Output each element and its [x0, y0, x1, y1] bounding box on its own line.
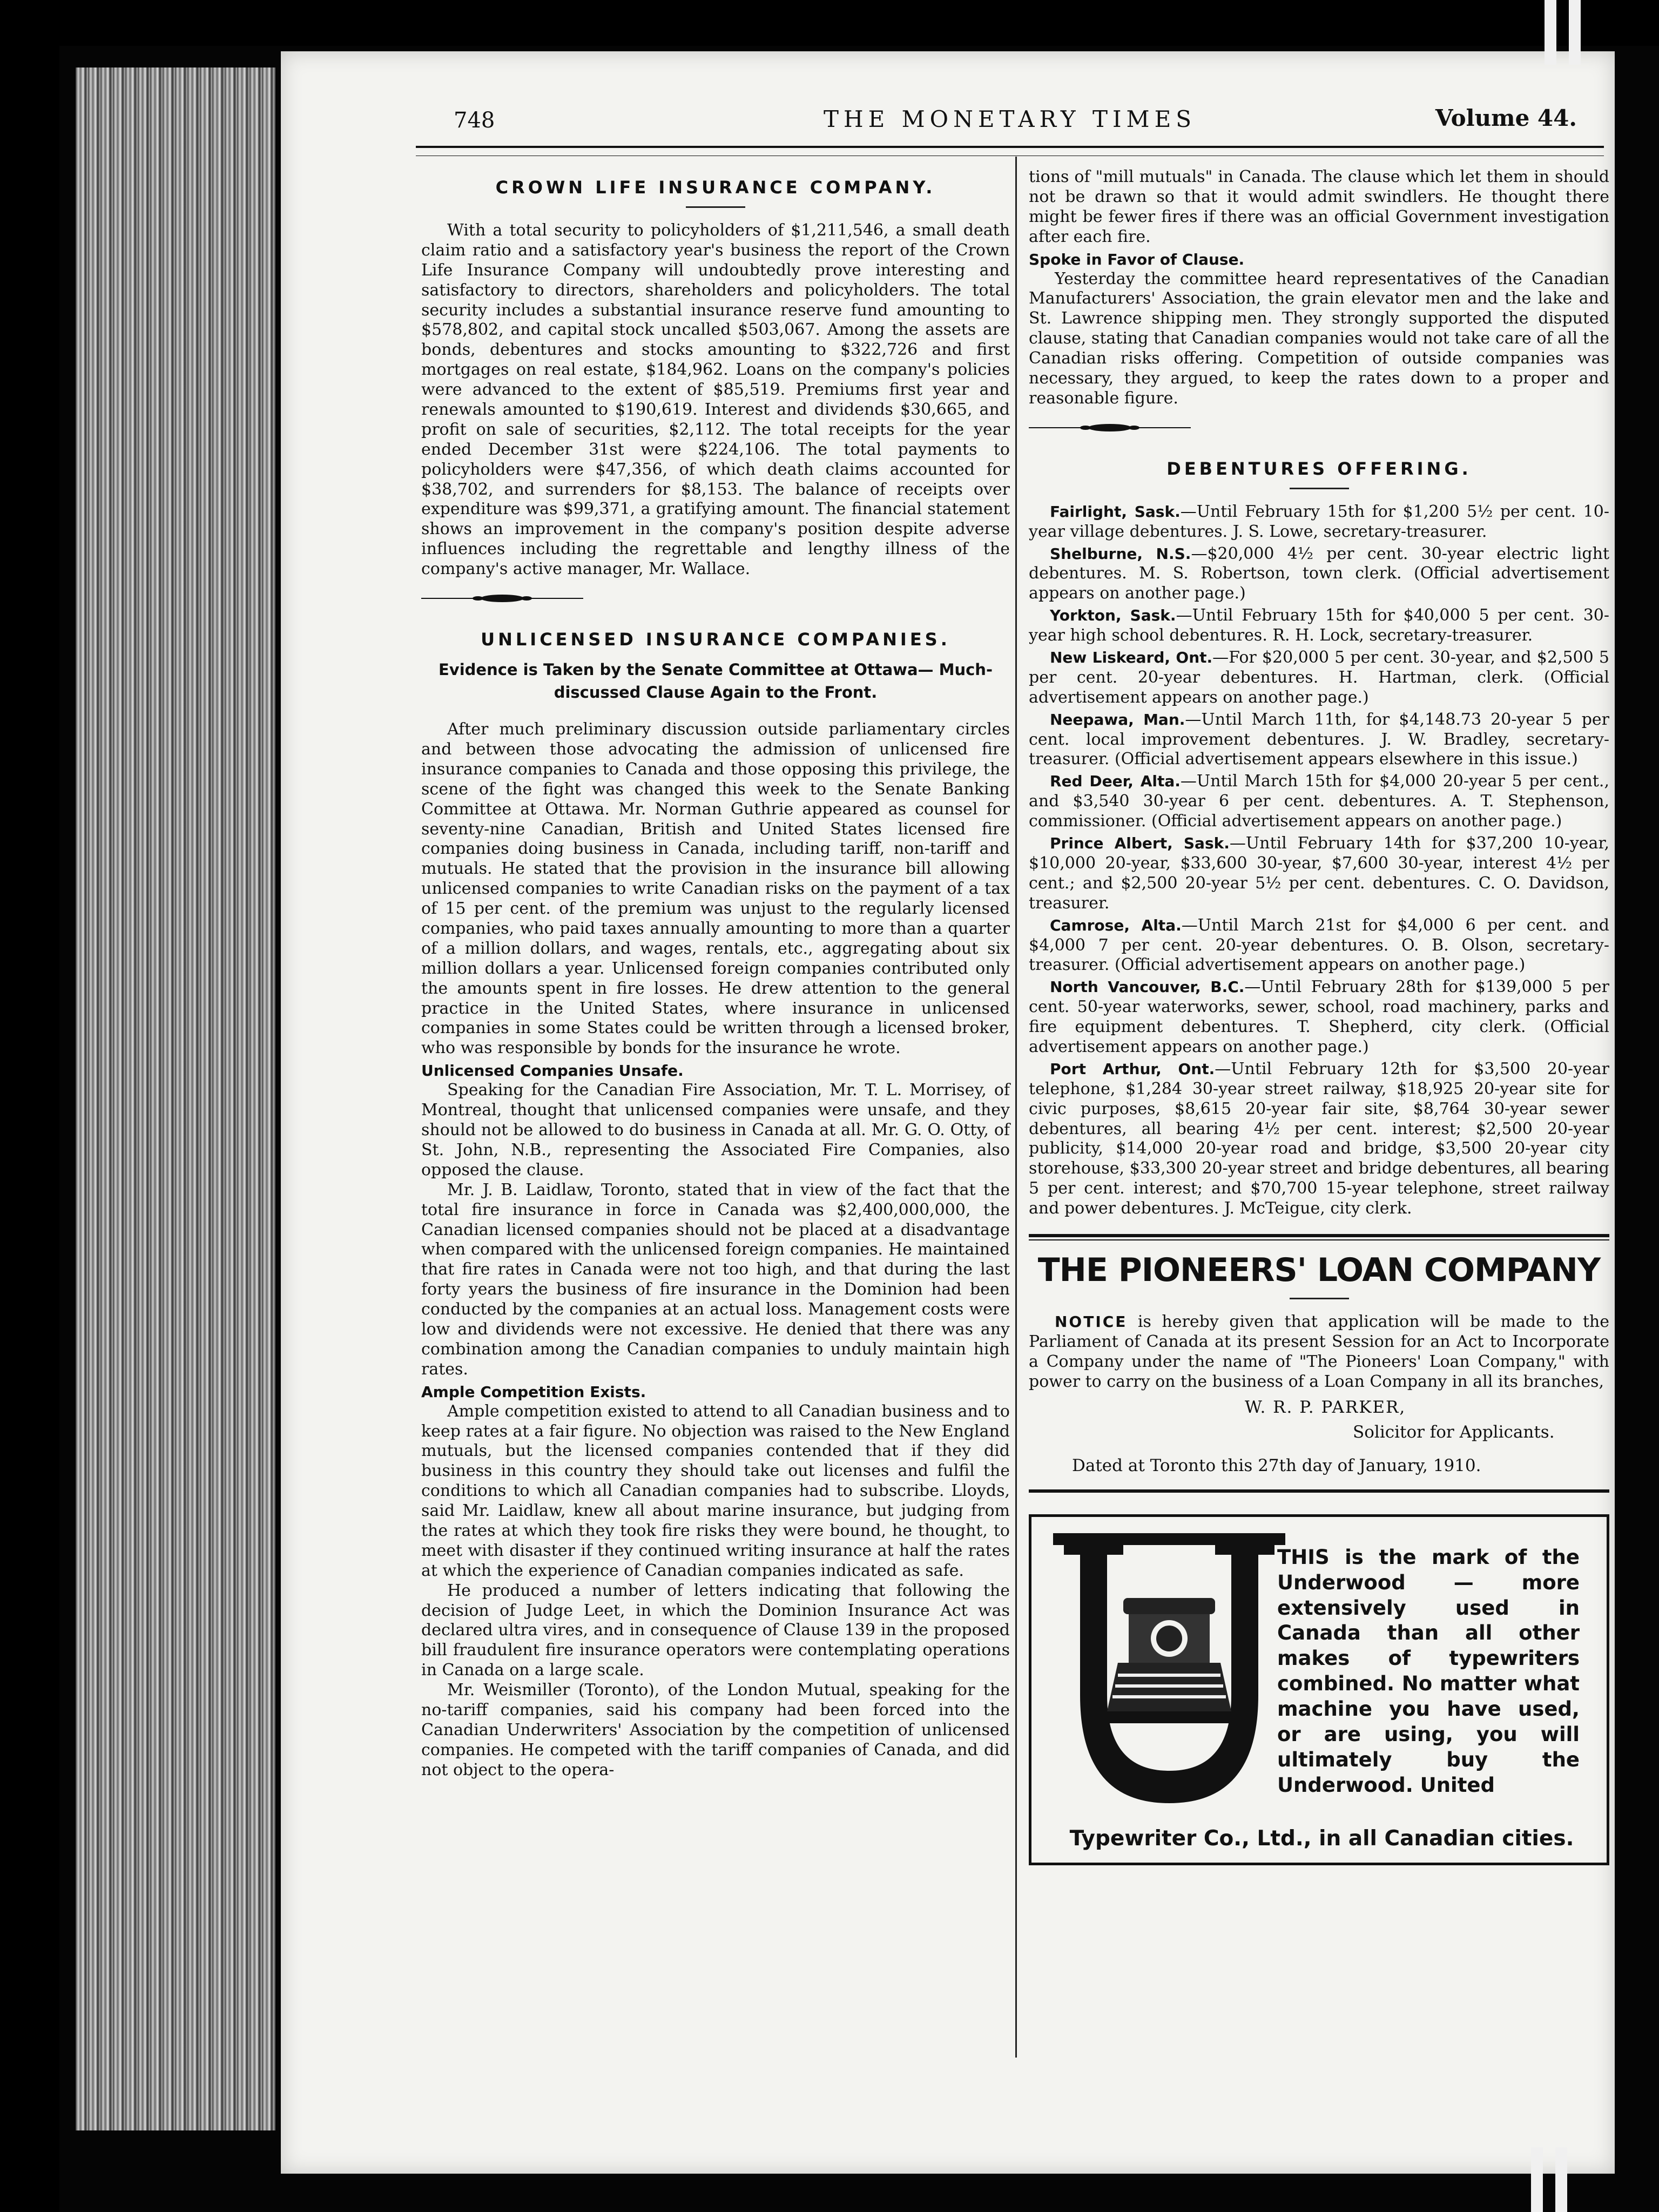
scan-left-margin: [0, 0, 59, 2212]
debenture-place: New Liskeard, Ont.: [1050, 649, 1213, 667]
heavy-rule: [1029, 1234, 1609, 1237]
signer-role: Solicitor for Applicants.: [1353, 1422, 1555, 1442]
debenture-text: —Until February 28th for $139,000 5 per cent. 50-year waterworks, sewer, school, road machinery, parks and fire equipment debentures. T. Shepherd, city clerk. (Official advertisement appears on another page.): [1029, 977, 1610, 1056]
article-continuation: tions of "mill mutuals" in Canada. The clause which let them in should not be drawn so that it would admit swindlers. He thought there might be fewer fires if there was an official Government investigation after each fire.: [1029, 167, 1609, 246]
volume-label: Volume 44.: [1435, 105, 1577, 131]
subheading: Ample Competition Exists.: [421, 1382, 646, 1401]
underwood-ad-footer: Typewriter Co., Ltd., in all Canadian cities.: [1069, 1826, 1574, 1851]
column-rule: [1015, 157, 1017, 2058]
debenture-list: [1029, 502, 1609, 1219]
notice-text: is hereby given that application will be made to the Parliament of Canada at its present Session for an Act to Incorporate a Company under the name of "The Pioneers' Loan Company," with power to carry on the business of a Loan Company in all its branches,: [1029, 1312, 1609, 1391]
debenture-item: [1029, 606, 1609, 646]
debenture-place: Fairlight, Sask.: [1050, 502, 1181, 521]
signer-name: W. R. P. PARKER,: [1245, 1397, 1406, 1417]
article-paragraph: Mr. J. B. Laidlaw, Toronto, stated that in view of the fact that the total fire insurance in force in Canada was $2,400,000,000, the Canadian licensed companies should not be placed at a disadvantage when compared with the unlicensed foreign companies. He maintained that fire rates in Canada were not too high, and that during the last forty years the business of fire insurance in the Dominion had been conducted by the companies at an actual loss. Management costs were low and dividends were not excessive. He denied that there was any combination among the Canadian companies to unduly maintain high rates.: [421, 1180, 1010, 1379]
pioneers-notice: [1029, 1312, 1609, 1392]
debenture-item: [1029, 648, 1609, 708]
debenture-text: —Until February 15th for $1,200 5½ per cent. 10-year village debentures. J. S. Lowe, secretary-treasurer.: [1029, 502, 1609, 541]
scan-corner-mark: [1555, 2147, 1567, 2212]
crown-life-body: With a total security to policyholders of $1,211,546, a small death claim ratio and a satisfactory year's business the report of the Crown Life Insurance Company will undoubtedly prove interesting and satisfactory to directors, shareholders and policyholders. The total security includes a substantial insurance reserve fund amounting to $578,802, and capital stock uncalled $503,067. Among the assets are bonds, debentures and stocks amounting to $322,726 and first mortgages on real estate, $184,962. Loans on the company's policies were advanced to the extent of $85,519. Premiums first year and renewals amounted to $190,619. Interest and dividends $30,665, and profit on sale of securities, $2,112. The total receipts for the year ended December 31st were $224,106. The total payments to policyholders were $47,356, of which death claims accounted for $38,702, and surrenders for $8,153. The balance of receipts over expenditure was $99,371, a gratifying amount. The financial statement shows an improvement in the company's position despite adverse influences including the regrettable and lengthy illness of the company's active manager, Mr. Wallace.: [421, 221, 1010, 579]
short-rule: [1290, 1298, 1349, 1299]
scan-corner-mark: [1545, 0, 1556, 65]
scan-top-margin: [0, 0, 1659, 46]
debenture-item: [1029, 772, 1609, 832]
debenture-item: [1029, 710, 1609, 770]
debenture-place: Prince Albert, Sask.: [1050, 834, 1230, 853]
page-number: 748: [454, 108, 495, 133]
underwood-ad-copy: THIS is the mark of the Underwood — more extensively used in Canada than all other makes of typewriters combined. No matter what machine you have used, or are using, you will ultimately buy the Underwood. United: [1277, 1545, 1580, 1797]
debenture-place: Yorkton, Sask.: [1050, 606, 1176, 625]
header-rule: [416, 146, 1604, 156]
article-paragraph: Mr. Weismiller (Toronto), of the London Mutual, speaking for the no-tariff companies, said his company had been forced into the Canadian Underwriters' Association by the competition of unlicensed companies. He competed with the tariff companies of Canada, and did not object to the opera-: [421, 1681, 1010, 1779]
debenture-item: [1029, 977, 1609, 1057]
scan-corner-mark: [1569, 0, 1581, 65]
debenture-item: [1029, 834, 1609, 914]
subheading: Unlicensed Companies Unsafe.: [421, 1062, 684, 1080]
debenture-item: [1029, 544, 1609, 604]
pioneers-ad-title: THE PIONEERS' LOAN COMPANY: [1037, 1251, 1601, 1289]
journal-title: THE MONETARY TIMES: [824, 106, 1196, 132]
debenture-text: —For $20,000 5 per cent. 30-year, and $2,500 5 per cent. 20-year debentures. H. Hartman, clerk. (Official advertisement appears on another page.): [1029, 648, 1609, 707]
heavy-rule: [1029, 1489, 1609, 1493]
article-paragraph: He produced a number of letters indicating that following the decision of Judge Leet, in which the Dominion Insurance Act was declared ultra vires, and in consequence of Clause 139 in the proposed bill fraudulent fire insurance operators were contemplating operations in Canada on a large scale.: [421, 1581, 1010, 1680]
short-rule: [686, 206, 745, 208]
subheading: Spoke in Favor of Clause.: [1029, 250, 1245, 268]
article-paragraph: Speaking for the Canadian Fire Association, Mr. T. L. Morrisey, of Montreal, thought that unlicensed companies were unsafe, and they should not be allowed to do business in Canada at all. Mr. G. O. Otty, of St. John, N.B., representing the Associated Fire Companies, also opposed the clause.: [421, 1081, 1010, 1179]
debenture-item: [1029, 1060, 1609, 1219]
debenture-place: Neepawa, Man.: [1050, 710, 1185, 729]
article-paragraph: Ample competition existed to attend to all Canadian business and to keep rates at a fair figure. No objection was raised to the New England mutuals, but the licensed companies contended that if they did business in this country they should take out licenses and fulfil the conditions to which all Canadian companies had to subscribe. Lloyds, said Mr. Laidlaw, knew all about marine insurance, but judging from the rates at which they took fire risks they were bound, he thought, to meet with disaster if they continued writing insurance at half the rates at which the experience of Canadian companies indicated as safe.: [421, 1401, 1010, 1580]
debenture-text: —Until February 14th for $37,200 10-year, $10,000 20-year, $33,600 30-year, $7,600 30-year, interest 4½ per cent.; and $2,500 20-year 5½ per cent. debentures. C. O. Davidson, treasurer.: [1029, 834, 1609, 913]
debenture-place: Camrose, Alta.: [1050, 916, 1182, 934]
debenture-place: Port Arthur, Ont.: [1050, 1060, 1215, 1078]
underwood-typewriter-logo-icon: [1042, 1533, 1296, 1825]
debenture-item: [1029, 916, 1609, 976]
thin-rule: [1029, 1239, 1609, 1240]
article-paragraph: Yesterday the committee heard representatives of the Canadian Manufacturers' Association, the grain elevator men and the lake and St. Lawrence shipping men. They strongly supported the disputed clause, stating that Canadian companies would not take care of all the Canadian risks offering. Competition of outside companies was necessary, they argued, to keep the rates down to a proper and reasonable figure.: [1029, 269, 1609, 408]
unlicensed-deck: Evidence is Taken by the Senate Committee at Ottawa— Much-discussed Clause Again to the Front.: [439, 660, 993, 702]
article-paragraph: After much preliminary discussion outside parliamentary circles and between those advocating the admission of unlicensed fire insurance companies to Canada and those opposing this privilege, the scene of the fight was changed this week to the Senate Banking Committee at Ottawa. Mr. Norman Guthrie appeared as counsel for seventy-nine Canadian, British and United States licensed fire companies doing business in Canada, including tariff, non-tariff and mutuals. He stated that the provision in the insurance bill allowing unlicensed companies to write Canadian risks on the payment of a tax of 15 per cent. of the premium was unjust to the regularly licensed companies, who paid taxes annually amounting to more than a quarter of a million dollars, and wages, rentals, etc., aggregating about six million dollars a year. Unlicensed foreign companies contributed only the amounts spent in fire losses. He drew attention to the general practice in the United States, where insurance in unlicensed companies in some States could be written through a licensed broker, who was responsible by bonds for the insurance he wrote.: [421, 720, 1010, 1058]
short-rule: [1290, 488, 1349, 489]
ornament-divider: [421, 590, 583, 606]
unlicensed-headline: UNLICENSED INSURANCE COMPANIES.: [481, 629, 950, 650]
debenture-text: —$20,000 4½ per cent. 30-year electric light debentures. M. S. Robertson, town clerk. (Official advertisement appears on another page.): [1029, 544, 1609, 603]
debenture-place: North Vancouver, B.C.: [1050, 978, 1245, 996]
running-head: [421, 103, 1599, 140]
book-page-edges: [76, 68, 275, 2130]
dated-line: Dated at Toronto this 27th day of January, 1910.: [1072, 1455, 1481, 1475]
debenture-text: —Until March 11th, for $4,148.73 20-year 5 per cent. local improvement debentures. J. W. Bradley, secretary-treasurer. (Official advertisement appears elsewhere in this issue.): [1029, 710, 1609, 769]
debenture-text: —Until February 15th for $40,000 5 per cent. 30-year high school debentures. R. H. Lock, secretary-treasurer.: [1029, 606, 1610, 645]
debentures-headline: DEBENTURES OFFERING.: [1166, 458, 1472, 479]
debenture-item: [1029, 502, 1609, 542]
debenture-place: Shelburne, N.S.: [1050, 544, 1191, 563]
left-column: [421, 167, 1010, 1781]
debenture-text: —Until March 15th for $4,000 20-year 5 per cent., and $3,540 30-year 6 per cent. debentures. A. T. Stephenson, commissioner. (Official advertisement appears on another page.): [1029, 772, 1609, 831]
scan-corner-mark: [1531, 2147, 1543, 2212]
debenture-text: —Until February 12th for $3,500 20-year telephone, $1,284 30-year street railway, $18,925 20-year site for civic purposes, $8,615 20-year fair site, $8,764 30-year sewer debentures, all bearing 4½ per cent. interest; $2,500 20-year publicity, $14,000 20-year road and bridge, $3,500 20-year city storehouse, $33,300 20-year street and bridge debentures, all bearing 5 per cent. interest; and $70,700 15-year telephone, street railway and power debentures. J. McTeigue, city clerk.: [1029, 1059, 1609, 1218]
underwood-advertisement: [1029, 1514, 1609, 1865]
notice-label: NOTICE: [1055, 1312, 1128, 1331]
crown-life-headline: CROWN LIFE INSURANCE COMPANY.: [495, 177, 936, 198]
right-column: [1029, 167, 1609, 1865]
debenture-text: —Until March 21st for $4,000 6 per cent. and $4,000 7 per cent. 20-year debentures. O. B. Olson, secretary-treasurer. (Official advertisement appears on another page.): [1029, 915, 1610, 975]
debenture-place: Red Deer, Alta.: [1050, 772, 1181, 791]
ornament-divider: [1029, 420, 1191, 436]
